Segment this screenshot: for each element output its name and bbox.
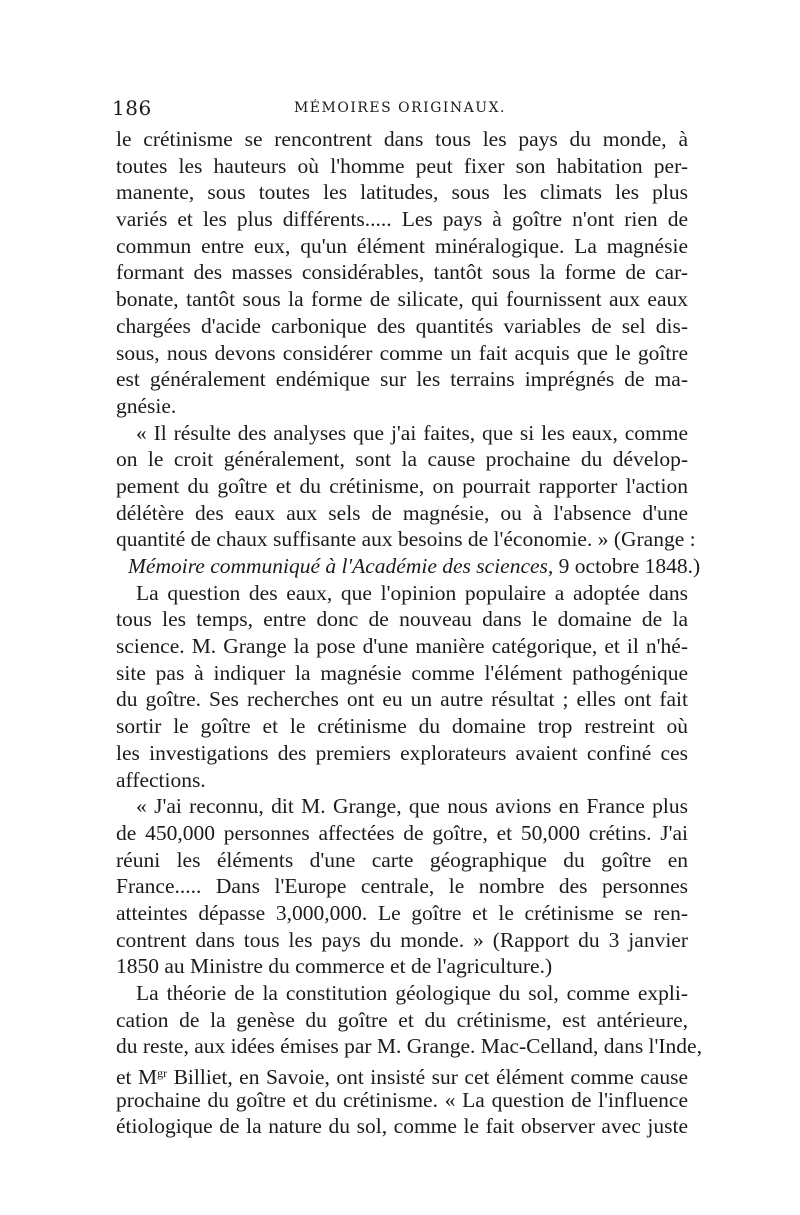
text-line: variés et les plus différents..... Les pays à goître n'ont rien de (116, 207, 688, 232)
text-line: du goître. Ses recherches ont eu un autre résultat ; elles ont fait (116, 687, 688, 712)
superscript-abbrev: gr (157, 1066, 168, 1081)
text-line: est généralement endémique sur les terrains imprégnés de ma- (116, 367, 688, 392)
text-line: sortir le goître et le crétinisme du domaine trop restreint où (116, 714, 688, 739)
text-line: cation de la genèse du goître et du crétinisme, est antérieure, (116, 1007, 688, 1032)
citation-line (116, 553, 701, 580)
text-line: « Il résulte des analyses que j'ai faites, que si les eaux, comme (136, 420, 688, 445)
text-line: La question des eaux, que l'opinion populaire a adoptée dans (136, 580, 688, 605)
text-line: La théorie de la constitution géologique du sol, comme expli- (136, 981, 688, 1005)
citation-italic: Mémoire communiqué à l'Académie des sciences, (128, 554, 554, 578)
text-line: étiologique de la nature du sol, comme le fait observer avec juste (116, 1114, 688, 1139)
text-line: du reste, aux idées émises par M. Grange. Mac-Celland, dans l'Inde, (116, 1034, 702, 1059)
text-line: « J'ai reconnu, dit M. Grange, que nous avions en France plus (136, 794, 688, 819)
text-line: délétère des eaux aux sels de magnésie, ou à l'absence d'une (116, 500, 688, 525)
text-line: science. M. Grange la pose d'une manière catégorique, et il n'hé- (116, 634, 688, 659)
text-line: tous les temps, entre donc de nouveau dans le domaine de la (116, 607, 688, 632)
text-line: on le croit généralement, sont la cause prochaine du dévelop- (116, 447, 688, 472)
billiet-after: Billiet, en Savoie, ont insisté sur cet élément comme cause (167, 1065, 688, 1090)
text-line: toutes les hauteurs où l'homme peut fixer son habitation per- (116, 153, 688, 178)
text-line: quantité de chaux suffisante aux besoins de l'économie. » (Grange : (116, 527, 696, 552)
text-line: commun entre eux, qu'un élément minéralogique. La magnésie (116, 233, 688, 258)
text-line: contrent dans tous les pays du monde. » (Rapport du 3 janvier (116, 927, 688, 952)
text-line (116, 1060, 688, 1090)
text-line: pement du goître et du crétinisme, on pourrait rapporter l'action (116, 473, 688, 498)
body-text (116, 126, 702, 1140)
text-line: prochaine du goître et du crétinisme. « La question de l'influence (116, 1087, 688, 1112)
text-line: France..... Dans l'Europe centrale, le nombre des personnes (116, 874, 688, 899)
text-line: réuni les éléments d'une carte géographique du goître en (116, 847, 688, 872)
text-line: manente, sous toutes les latitudes, sous les climats les plus (116, 180, 688, 205)
text-line: gnésie. (116, 393, 177, 418)
text-line: bonate, tantôt sous la forme de silicate, qui fournissent aux eaux (116, 287, 688, 312)
text-line: atteintes dépasse 3,000,000. Le goître et le crétinisme se ren- (116, 900, 688, 925)
text-line: de 450,000 personnes affectées de goître, et 50,000 crétins. J'ai (116, 820, 688, 845)
text-line: site pas à indiquer la magnésie comme l'élément pathogénique (116, 660, 688, 685)
text-line: affections. (116, 767, 206, 792)
running-title: MÉMOIRES ORIGINAUX. (293, 100, 507, 116)
text-line: le crétinisme se rencontrent dans tous les pays du monde, à (116, 127, 688, 151)
page-number: 186 (112, 96, 152, 120)
citation-date: 9 octobre 1848.) (553, 554, 701, 578)
text-line: formant des masses considérables, tantôt sous la forme de car- (116, 260, 688, 285)
billiet-before: et M (116, 1065, 158, 1090)
page-header (112, 96, 688, 122)
text-line: 1850 au Ministre du commerce et de l'agriculture.) (116, 954, 553, 979)
text-line: sous, nous devons considérer comme un fait acquis que le goître (116, 340, 688, 365)
text-line: les investigations des premiers explorateurs avaient confiné ces (116, 740, 688, 765)
text-line: chargées d'acide carbonique des quantités variables de sel dis- (116, 313, 688, 338)
